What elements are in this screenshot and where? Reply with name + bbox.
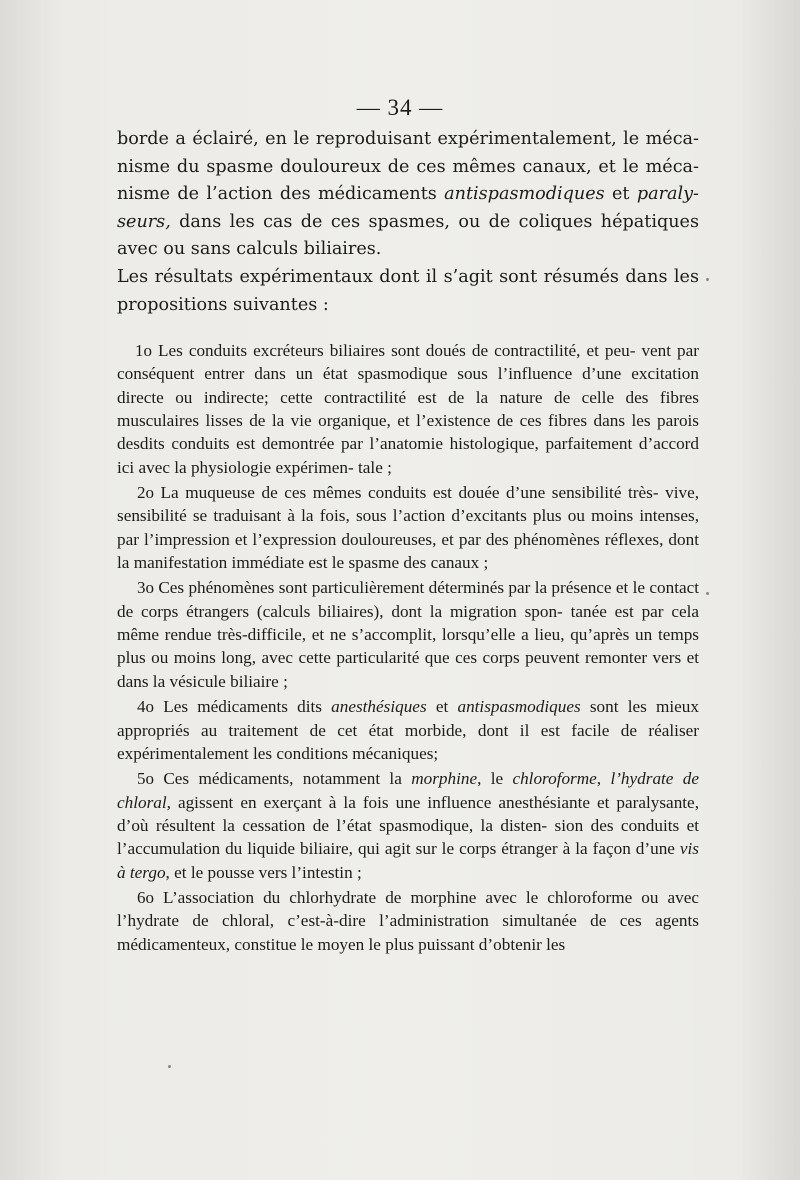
text-run: , et le pousse vers l’intestin ; bbox=[165, 862, 362, 882]
proposition-5 bbox=[117, 767, 699, 884]
italic-term: paraly- seurs, bbox=[117, 184, 699, 232]
proposition-number: 4o bbox=[137, 697, 154, 717]
proposition-text: Ces phénomènes sont particulièrement déterminés par la présence et le contact de corps étrangers (calculs biliaires), dont la migration spon- tanée est par cela même rendue très-difficile, et ne s’accomplit, lorsqu’elle a lieu, qu’après un temps plus ou moins long, avec cette particularité que ces corps peuvent remonter vers et dans la vésicule biliaire ; bbox=[117, 578, 699, 691]
page-number: — 34 — bbox=[356, 95, 444, 120]
proposition-number: 6o bbox=[137, 887, 154, 907]
proposition-4 bbox=[117, 695, 699, 765]
italic-term: chloroforme bbox=[512, 769, 597, 789]
proposition-1 bbox=[117, 339, 699, 479]
italic-term: morphine bbox=[411, 769, 478, 789]
proposition-3 bbox=[117, 576, 699, 693]
text-run: sont les mieux appropriés au traitement de cet état morbide, dont il est facile de réaliser expérimentalement les conditions mécaniques; bbox=[117, 697, 699, 763]
italic-term: vis à tergo bbox=[117, 839, 699, 882]
italic-term: antispasmodiques bbox=[457, 697, 581, 717]
italic-term: anesthésiques bbox=[331, 697, 427, 717]
proposition-text: Les conduits excréteurs biliaires sont doués de contractilité, et peu- vent par conséquent entrer dans un état spasmodique sous l’influence d’une excitation directe ou indirecte; cette contractilité est de la nature de celle des fibres musculaires lisses de la vie organique, et l’existence de ces fibres dans les parois desdits conduits est demontrée par l’anatomie histologique, parfaitement d’accord ici avec la physiologie expérimen- tale ; bbox=[117, 341, 699, 477]
text-run: et bbox=[604, 184, 637, 205]
proposition-number: 5o bbox=[137, 769, 154, 789]
intro-text bbox=[117, 126, 699, 319]
proposition-number: 1o bbox=[135, 341, 152, 360]
text-run: borde a éclairé, en le reproduisant expérimentalement, le méca- nisme du spasme douloureux de ces mêmes canaux, et le méca- nisme de l’action des médicaments bbox=[117, 129, 699, 205]
italic-term: antispasmodiques bbox=[444, 184, 605, 205]
text-run: dans les cas de ces spasmes, ou de coliques hépatiques avec ou sans calculs biliaires. bbox=[117, 211, 699, 260]
propositions-list bbox=[117, 339, 699, 958]
proposition-number: 2o bbox=[137, 483, 154, 503]
text-run: Les médicaments dits bbox=[154, 697, 332, 717]
proposition-text: La muqueuse de ces mêmes conduits est douée d’une sensibilité très- vive, sensibilité se traduisant à la fois, sous l’action d’excitants plus ou moins intenses, par l’impression et l’expression douloureuses, et par des phénomènes réflexes, dont la manifestation immédiate est le spasme des canaux ; bbox=[117, 483, 699, 573]
text-run: Ces médicaments, notamment la bbox=[154, 769, 412, 789]
paper-speck bbox=[706, 278, 709, 281]
intro-paragraph-2: Les résultats expérimentaux dont il s’agit sont résumés dans les propositions suivantes : bbox=[117, 266, 699, 315]
text-run: , le bbox=[477, 769, 513, 789]
text-run: et bbox=[426, 697, 458, 717]
text-run: agissent en exerçant à la fois une influence anesthésiante et paralysante, d’où résultent la cessation de l’état spasmodique, la disten- sion des conduits et l’accumulation du liquide biliaire, qui agit sur le corps étranger à la façon d’une bbox=[117, 792, 699, 859]
italic-term: l’hydrate de chloral, bbox=[117, 769, 699, 812]
text-run: , bbox=[596, 769, 611, 789]
proposition-2 bbox=[117, 481, 699, 574]
proposition-6 bbox=[117, 886, 699, 956]
paper-speck bbox=[706, 592, 709, 595]
intro-paragraph-1 bbox=[117, 126, 699, 264]
proposition-text: L’association du chlorhydrate de morphine avec le chloroforme ou avec l’hydrate de chloral, c’est-à-dire l’administration simultanée de ces agents médicamenteux, constitue le moyen le plus puissant d’obtenir les bbox=[117, 887, 699, 954]
proposition-number: 3o bbox=[137, 578, 154, 598]
paper-speck bbox=[168, 1065, 171, 1068]
